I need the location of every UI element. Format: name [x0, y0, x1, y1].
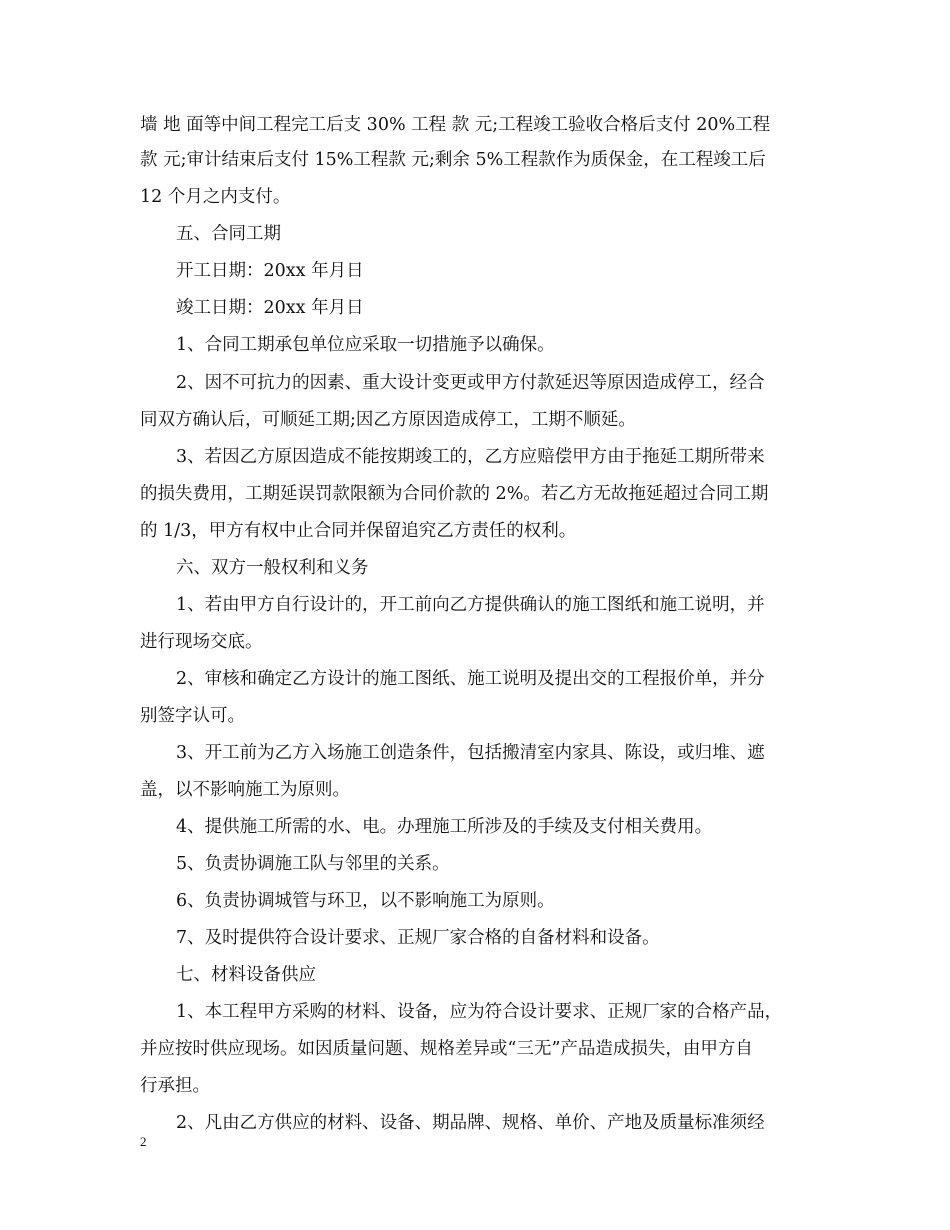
text-line: 2、凡由乙方供应的材料、设备、期品牌、规格、单价、产地及质量标准须经: [176, 1113, 765, 1133]
page-number: 2: [140, 1134, 147, 1149]
text-line: 开工日期：20xx 年月日: [176, 261, 364, 281]
section-heading: 七、材料设备供应: [176, 965, 316, 985]
text-line: 7、及时提供符合设计要求、正规厂家合格的自备材料和设备。: [176, 928, 660, 948]
text-line: 进行现场交底。: [140, 632, 263, 652]
text-line: 款 元;审计结束后支付 15%工程款 元;剩余 5%工程款作为质保金，在工程竣工后: [140, 150, 766, 170]
text-line: 1、合同工期承包单位应采取一切措施予以确保。: [176, 335, 555, 355]
text-line: 的损失费用，工期延误罚款限额为合同价款的 2%。若乙方无故拖延超过合同工期: [140, 484, 769, 504]
text-line: 1、若由甲方自行设计的，开工前向乙方提供确认的施工图纸和施工说明，并: [176, 595, 765, 615]
text-line: 并应按时供应现场。如因质量问题、规格差异或“三无”产品造成损失，由甲方自: [140, 1039, 753, 1059]
section-heading: 五、合同工期: [176, 224, 281, 244]
text-line: 3、若因乙方原因造成不能按期竣工的，乙方应赔偿甲方由于拖延工期所带来: [176, 447, 765, 467]
text-line: 1、本工程甲方采购的材料、设备，应为符合设计要求、正规厂家的合格产品，: [176, 1002, 783, 1022]
text-line: 盖，以不影响施工为原则。: [140, 780, 350, 800]
text-line: 行承担。: [140, 1076, 210, 1096]
text-line: 12 个月之内支付。: [140, 187, 291, 207]
section-heading: 六、双方一般权利和义务: [176, 558, 369, 578]
text-line: 同双方确认后，可顺延工期;因乙方原因造成停工，工期不顺延。: [140, 410, 636, 430]
text-line: 4、提供施工所需的水、电。办理施工所涉及的手续及支付相关费用。: [176, 817, 713, 837]
text-line: 6、负责协调城管与环卫，以不影响施工为原则。: [176, 891, 555, 911]
text-line: 别签字认可。: [140, 706, 245, 726]
text-line: 的 1/3，甲方有权中止合同并保留追究乙方责任的权利。: [140, 521, 577, 541]
text-line: 竣工日期：20xx 年月日: [176, 298, 364, 318]
text-line: 2、审核和确定乙方设计的施工图纸、施工说明及提出交的工程报价单，并分: [176, 669, 765, 689]
text-line: 3、开工前为乙方入场施工创造条件，包括搬清室内家具、陈设，或归堆、遮: [176, 743, 765, 763]
text-line: 2、因不可抗力的因素、重大设计变更或甲方付款延迟等原因造成停工，经合: [176, 373, 765, 393]
text-line: 墙 地 面等中间工程完工后支 30% 工程 款 元;工程竣工验收合格后支付 20%工程: [140, 115, 771, 135]
text-line: 5、负责协调施工队与邻里的关系。: [176, 854, 450, 874]
